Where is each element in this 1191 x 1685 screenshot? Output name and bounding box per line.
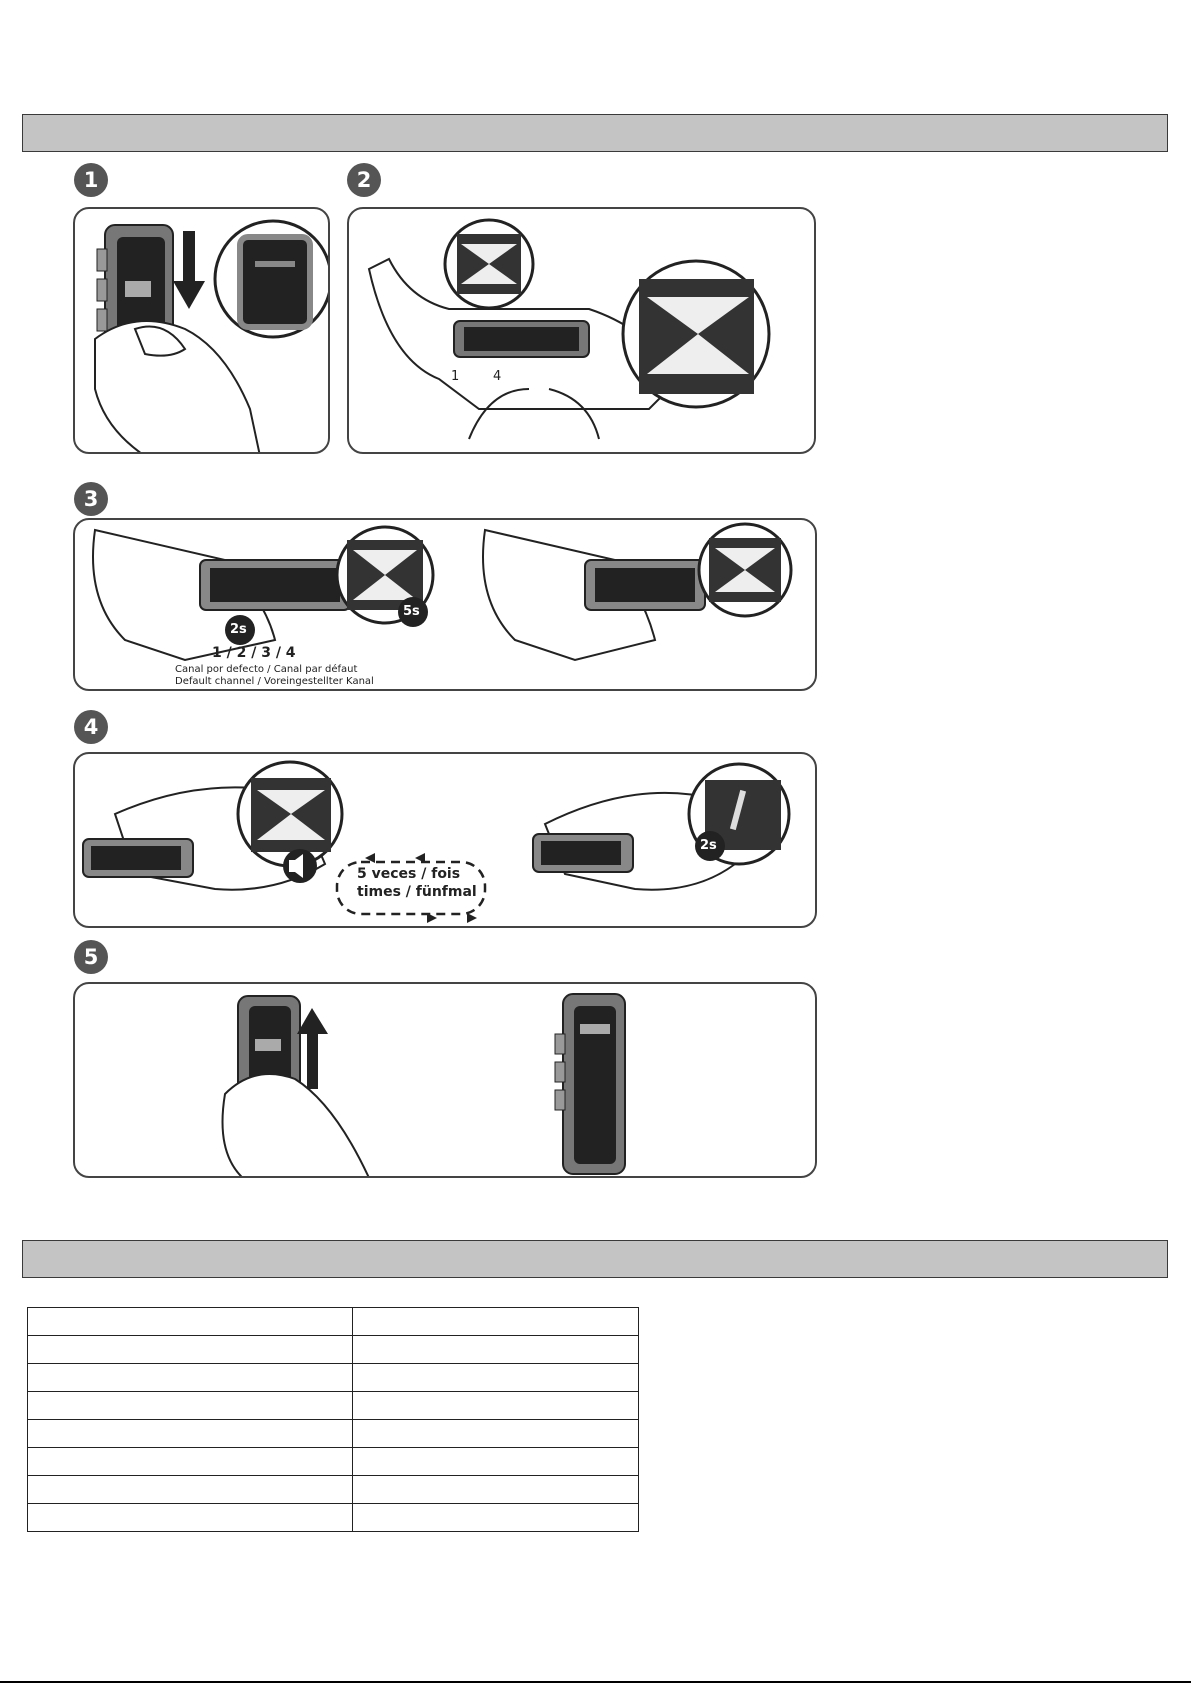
remote-control-image — [555, 994, 625, 1174]
channels-label: 1 / 2 / 3 / 4 — [212, 645, 296, 661]
button-1-label: 1 — [451, 369, 460, 384]
step-4-illustration — [73, 752, 817, 928]
magnifier-icon — [623, 261, 769, 407]
section-header-1 — [22, 114, 1168, 152]
table-row — [28, 1364, 639, 1392]
section-header-2 — [22, 1240, 1168, 1278]
table-cell — [353, 1336, 639, 1364]
remote-control-image — [533, 834, 633, 872]
table-cell — [28, 1392, 353, 1420]
default-channel-line-1: Canal por defecto / Canal par défaut — [175, 664, 358, 675]
spec-table — [27, 1307, 639, 1532]
arrow-down-icon — [173, 231, 205, 309]
step-3-illustration — [73, 518, 817, 691]
table-cell — [28, 1364, 353, 1392]
table-cell — [353, 1308, 639, 1336]
step-2-badge: 2 — [347, 163, 381, 197]
table-row — [28, 1448, 639, 1476]
table-cell — [353, 1476, 639, 1504]
magnifier-icon — [238, 762, 342, 866]
magnifier-icon — [215, 221, 330, 337]
table-cell — [28, 1448, 353, 1476]
repeat-label-line-1: 5 veces / fois — [357, 866, 461, 882]
step-5-badge: 5 — [74, 940, 108, 974]
step-3-badge: 3 — [74, 482, 108, 516]
table-cell — [28, 1308, 353, 1336]
step-4-badge: 4 — [74, 710, 108, 744]
table-cell — [28, 1336, 353, 1364]
default-channel-line-2: Default channel / Voreingestellter Kanal — [175, 676, 374, 687]
hold-5s-label: 5s — [403, 604, 420, 619]
magnifier-icon — [699, 524, 791, 616]
step-5-illustration — [73, 982, 817, 1178]
table-cell — [353, 1364, 639, 1392]
table-row — [28, 1476, 639, 1504]
table-row — [28, 1504, 639, 1532]
hand-image — [223, 1074, 371, 1178]
table-row — [28, 1308, 639, 1336]
table-cell — [28, 1504, 353, 1532]
button-4-label: 4 — [493, 369, 502, 384]
magnifier-icon — [445, 220, 533, 308]
speaker-icon — [283, 849, 317, 883]
table-cell — [28, 1420, 353, 1448]
table-cell — [353, 1420, 639, 1448]
table-row — [28, 1420, 639, 1448]
step-2-illustration — [347, 207, 816, 454]
arrow-up-icon — [297, 1008, 328, 1089]
hold-2s-label: 2s — [230, 622, 247, 637]
remote-control-image — [454, 321, 589, 357]
remote-control-image — [200, 560, 350, 610]
table-row — [28, 1336, 639, 1364]
remote-control-image — [83, 839, 193, 877]
table-cell — [28, 1476, 353, 1504]
table-cell — [353, 1392, 639, 1420]
step-1-badge: 1 — [74, 163, 108, 197]
remote-control-image — [585, 560, 705, 610]
footer-rule — [0, 1681, 1191, 1683]
table-row — [28, 1392, 639, 1420]
table-cell — [353, 1504, 639, 1532]
table-cell — [353, 1448, 639, 1476]
hold-2s-label: 2s — [700, 838, 717, 853]
repeat-label-line-2: times / fünfmal — [357, 884, 477, 900]
step-1-illustration — [73, 207, 330, 454]
